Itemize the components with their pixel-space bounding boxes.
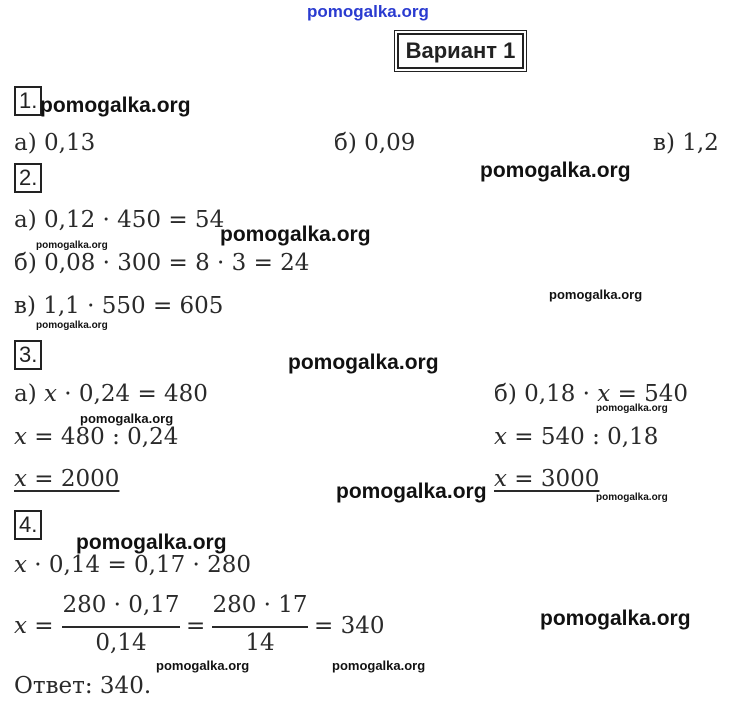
- task-2-line-c: в) 1,1 · 550 = 605: [14, 293, 224, 319]
- watermark: pomogalka.org: [540, 607, 691, 630]
- task-3b-result: x = 3000: [494, 466, 600, 492]
- task-3b-line-1: б) 0,18 · x = 540: [494, 381, 689, 407]
- watermark: pomogalka.org: [596, 492, 668, 503]
- watermark: pomogalka.org: [480, 159, 631, 182]
- task-1-number: 1.: [14, 86, 42, 116]
- watermark: pomogalka.org: [36, 240, 108, 251]
- task-1-answer-a: а) 0,13: [14, 130, 96, 156]
- watermark: pomogalka.org: [156, 658, 250, 673]
- task-3-number: 3.: [14, 340, 42, 370]
- fraction-1-bar: [62, 626, 180, 628]
- task-1-answer-b: б) 0,09: [334, 130, 416, 156]
- watermark: pomogalka.org: [288, 351, 439, 374]
- task-3a-line-1: а) x · 0,24 = 480: [14, 381, 208, 407]
- task-3a-line-2: x = 480 : 0,24: [14, 424, 179, 450]
- watermark: pomogalka.org: [336, 480, 487, 503]
- fraction-2-denominator: 14: [245, 630, 275, 656]
- task-4-line-1: x · 0,14 = 0,17 · 280: [14, 552, 252, 578]
- fraction-2-bar: [212, 626, 308, 628]
- task-2-number: 2.: [14, 163, 42, 193]
- watermark: pomogalka.org: [76, 531, 227, 554]
- watermark: pomogalka.org: [36, 320, 108, 331]
- answer-line: Ответ: 340.: [14, 673, 152, 699]
- task-3a-result: x = 2000: [14, 466, 120, 492]
- watermark: pomogalka.org: [40, 94, 191, 117]
- watermark: pomogalka.org: [596, 403, 668, 414]
- task-2-line-a: а) 0,12 · 450 = 54: [14, 207, 225, 233]
- watermark: pomogalka.org: [549, 287, 643, 302]
- fraction-1-numerator: 280 · 0,17: [62, 592, 180, 618]
- task-4-var: x =: [14, 613, 54, 639]
- task-4-number: 4.: [14, 510, 42, 540]
- fraction-2-numerator: 280 · 17: [212, 592, 308, 618]
- task-4-equals: =: [186, 613, 206, 639]
- task-1-answer-c: в) 1,2: [653, 130, 719, 156]
- watermark: pomogalka.org: [80, 411, 174, 426]
- watermark: pomogalka.org: [220, 223, 371, 246]
- task-3b-line-2: x = 540 : 0,18: [494, 424, 659, 450]
- variant-title: Вариант 1: [397, 33, 524, 69]
- fraction-1-denominator: 0,14: [95, 630, 147, 656]
- task-4-result: = 340: [314, 613, 385, 639]
- task-2-line-b: б) 0,08 · 300 = 8 · 3 = 24: [14, 250, 310, 276]
- watermark: pomogalka.org: [332, 658, 426, 673]
- watermark-top[interactable]: pomogalka.org: [307, 2, 429, 21]
